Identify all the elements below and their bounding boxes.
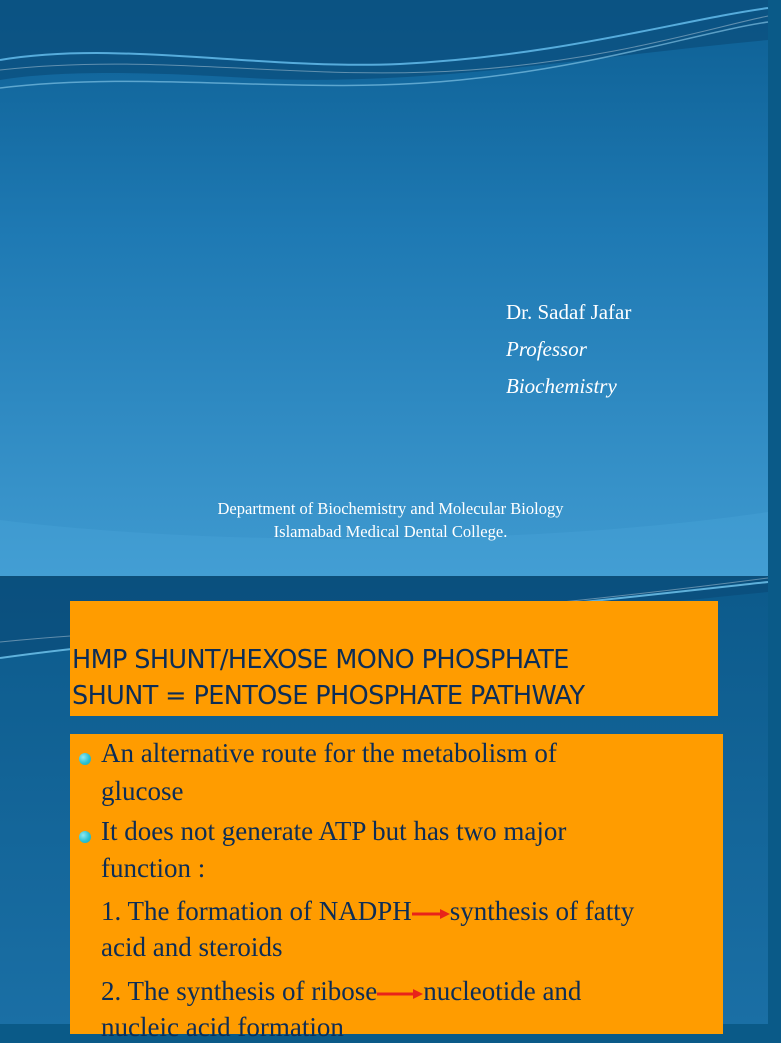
presenter-info bbox=[506, 294, 631, 405]
item-2-line-1 bbox=[101, 976, 581, 1007]
bullet-dot bbox=[79, 753, 91, 765]
slide-body-box bbox=[70, 734, 723, 1042]
college-name: Islamabad Medical Dental College. bbox=[273, 522, 508, 541]
right-arrow-icon bbox=[377, 987, 423, 1001]
bullet-dot bbox=[79, 831, 91, 843]
item-1-text-after-arrow: synthesis of fatty bbox=[449, 896, 635, 926]
content-slide bbox=[0, 578, 768, 1042]
bullet-2-line-2: function : bbox=[101, 853, 206, 883]
department-name: Department of Biochemistry and Molecular Biology bbox=[217, 499, 564, 518]
bullet-1-line-1: An alternative route for the metabolism of bbox=[101, 738, 557, 768]
item-1-line-1 bbox=[101, 896, 634, 927]
item-2-text-before-arrow: 2. The synthesis of ribose bbox=[101, 976, 378, 1006]
presenter-subject: Biochemistry bbox=[506, 374, 617, 398]
item-2-text-after-arrow: nucleotide and bbox=[423, 976, 582, 1006]
presenter-position: Professor bbox=[506, 337, 587, 361]
bullet-1-line-2: glucose bbox=[101, 776, 184, 806]
bullet-2-line-1: It does not generate ATP but has two major bbox=[101, 816, 567, 846]
item-2-line-2: nucleic acid formation bbox=[101, 1012, 344, 1042]
slide-title-line-2: SHUNT = PENTOSE PHOSPHATE PATHWAY bbox=[72, 681, 585, 711]
slide-title-line-1: HMP SHUNT/HEXOSE MONO PHOSPHATE bbox=[72, 645, 569, 675]
right-arrow-icon bbox=[412, 907, 450, 921]
presenter-name: Dr. Sadaf Jafar bbox=[506, 300, 632, 324]
item-1-line-2: acid and steroids bbox=[101, 932, 283, 962]
department-info bbox=[0, 497, 781, 543]
item-1-text-before-arrow: 1. The formation of NADPH bbox=[101, 896, 412, 926]
slide-title-box bbox=[70, 601, 718, 716]
